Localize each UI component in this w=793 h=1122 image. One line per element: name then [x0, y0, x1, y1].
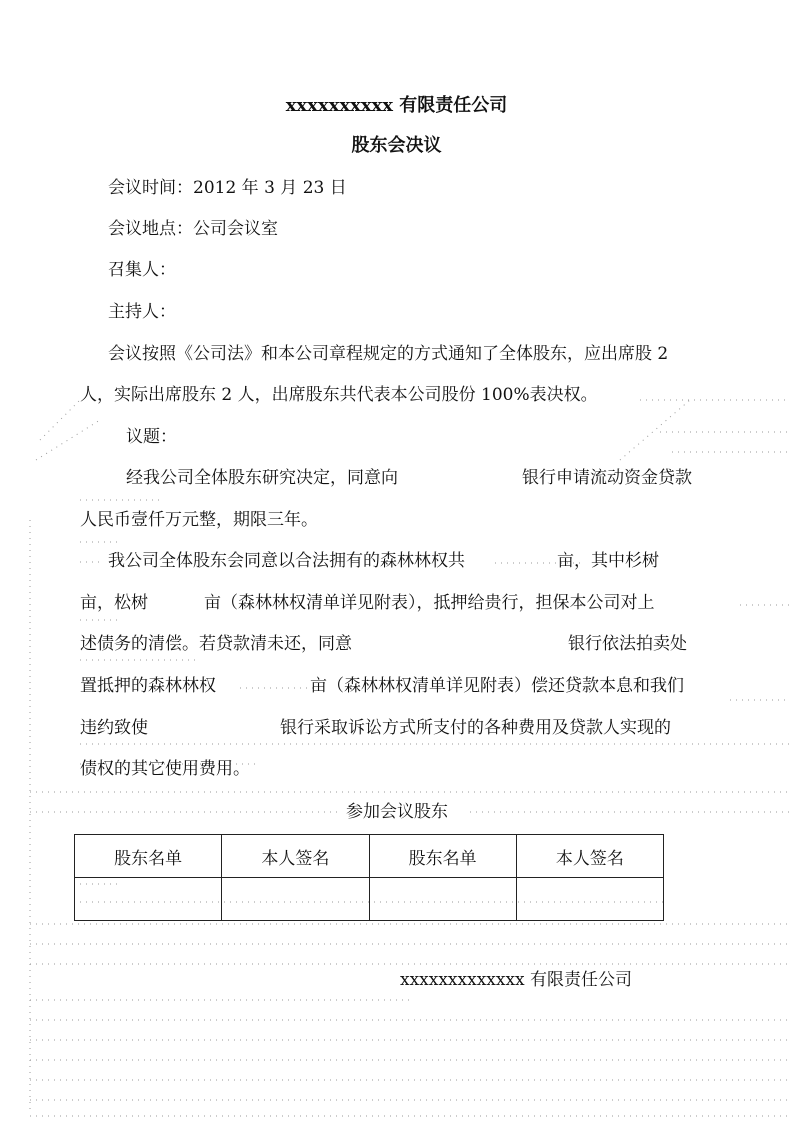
company-signature: xxxxxxxxxxxxx 有限责任公司	[400, 970, 633, 990]
paragraph-1-line-1: 会议按照《公司法》和本公司章程规定的方式通知了全体股东，应出席股 2	[108, 344, 669, 364]
paragraph-3-line-5	[80, 716, 671, 740]
header-signature-1: 本人签名	[222, 835, 369, 878]
paragraph-3-line-3	[80, 632, 687, 656]
paragraph-3-text-b: 亩，其中杉树	[557, 551, 659, 571]
paragraph-2-text-b: 银行申请流动资金贷款	[522, 468, 692, 488]
paragraph-3-text-a: 我公司全体股东会同意以合法拥有的森林林权共	[108, 551, 465, 571]
header-shareholder-list-1: 股东名单	[75, 835, 222, 878]
paragraph-3-l4-text-a: 置抵押的森林林权	[80, 676, 216, 696]
cell-signature-1[interactable]	[222, 878, 369, 921]
shareholder-table	[74, 834, 664, 921]
meeting-time: 会议时间：2012 年 3 月 23 日	[108, 178, 347, 198]
paragraph-3-l2-text-b: 亩（森林林权清单详见附表），抵押给贵行，担保本公司对上	[204, 593, 655, 613]
agenda-label: 议题：	[126, 427, 177, 447]
document-title: 股东会决议	[351, 135, 442, 156]
paragraph-3-l2-text-a: 亩，松树	[80, 593, 148, 613]
paragraph-3-l3-text-b: 银行依法拍卖处	[568, 634, 687, 654]
paragraph-2-text-a: 经我公司全体股东研究决定，同意向	[126, 468, 398, 488]
header-shareholder-list-2: 股东名单	[369, 835, 516, 878]
table-row	[75, 878, 664, 921]
cell-shareholder-1[interactable]	[75, 878, 222, 921]
paragraph-2-line-1	[126, 466, 692, 490]
table-header-row	[75, 835, 664, 878]
cell-shareholder-2[interactable]	[369, 878, 516, 921]
paragraph-3-l4-text-b: 亩（森林林权清单详见附表）偿还贷款本息和我们	[310, 676, 684, 696]
paragraph-3-l3-text-a: 述债务的清偿。若贷款清未还，同意	[80, 634, 352, 654]
table-caption: 参加会议股东	[346, 802, 448, 822]
paragraph-3-line-1	[108, 549, 659, 573]
cell-signature-2[interactable]	[516, 878, 663, 921]
paragraph-1-line-2: 人，实际出席股东 2 人，出席股东共代表本公司股份 100%表决权。	[80, 385, 598, 405]
meeting-place: 会议地点：公司会议室	[108, 219, 278, 239]
paragraph-3-l5-text-b: 银行采取诉讼方式所支付的各种费用及贷款人实现的	[280, 718, 671, 738]
company-title: xxxxxxxxxx 有限责任公司	[285, 95, 508, 116]
paragraph-3-line-6: 债权的其它使用费用。	[80, 759, 250, 779]
paragraph-3-line-2	[80, 591, 655, 615]
host: 主持人：	[108, 302, 176, 322]
paragraph-2-line-2: 人民币壹仟万元整，期限三年。	[80, 510, 318, 530]
header-signature-2: 本人签名	[516, 835, 663, 878]
convener: 召集人：	[108, 260, 176, 280]
paragraph-3-l5-text-a: 违约致使	[80, 718, 148, 738]
paragraph-3-line-4	[80, 674, 684, 698]
